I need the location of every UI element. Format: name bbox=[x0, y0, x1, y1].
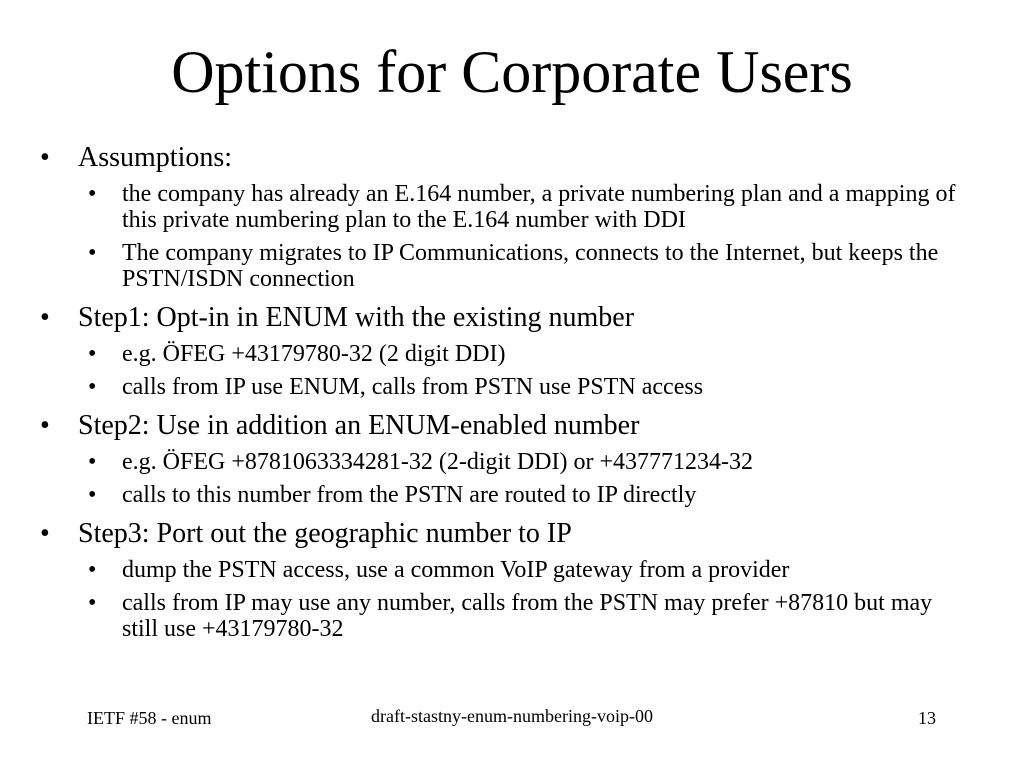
sub-bullet-text: the company has already an E.164 number, a private numbering plan and a mapping of this private numbering plan to the E.164 number with DDI bbox=[122, 181, 956, 233]
bullet-text: Assumptions: bbox=[78, 142, 233, 173]
bullet-item bbox=[40, 142, 1000, 174]
sub-bullet-item bbox=[88, 557, 972, 583]
sub-bullet-list bbox=[40, 557, 1000, 642]
footer-left: IETF #58 - enum bbox=[87, 708, 212, 728]
sub-bullet-text: calls from IP use ENUM, calls from PSTN use PSTN access bbox=[122, 374, 704, 400]
bullet-item bbox=[40, 518, 1000, 550]
bullet-item bbox=[40, 410, 1000, 442]
sub-bullet-glyph: • bbox=[88, 482, 97, 508]
sub-bullet-text: dump the PSTN access, use a common VoIP gateway from a provider bbox=[122, 557, 790, 583]
sub-bullet-item bbox=[88, 181, 972, 233]
sub-bullet-text: e.g. ÖFEG +43179780-32 (2 digit DDI) bbox=[122, 341, 506, 367]
bullet-glyph: • bbox=[40, 518, 50, 549]
sub-bullet-item bbox=[88, 240, 972, 292]
footer-center: draft-stastny-enum-numbering-voip-00 bbox=[371, 706, 653, 726]
sub-bullet-item bbox=[88, 374, 972, 400]
sub-bullet-text: calls to this number from the PSTN are routed to IP directly bbox=[122, 482, 697, 508]
sub-bullet-glyph: • bbox=[88, 449, 97, 475]
sub-bullet-item bbox=[88, 449, 972, 475]
bullet-text: Step1: Opt-in in ENUM with the existing number bbox=[78, 302, 635, 333]
bullet-glyph: • bbox=[40, 410, 50, 441]
sub-bullet-glyph: • bbox=[88, 590, 97, 616]
bullet-text: Step2: Use in addition an ENUM-enabled number bbox=[78, 410, 640, 441]
bullet-glyph: • bbox=[40, 142, 50, 173]
sub-bullet-text: calls from IP may use any number, calls from the PSTN may prefer +87810 but may still use +43179780-32 bbox=[122, 590, 933, 642]
bullet-glyph: • bbox=[40, 302, 50, 333]
slide-body bbox=[40, 142, 1000, 642]
sub-bullet-text: e.g. ÖFEG +8781063334281-32 (2-digit DDI) or +437771234-32 bbox=[122, 449, 754, 475]
sub-bullet-list bbox=[40, 341, 1000, 400]
sub-bullet-item bbox=[88, 341, 972, 367]
sub-bullet-item bbox=[88, 590, 972, 642]
slide-title: Options for Corporate Users bbox=[171, 39, 853, 105]
sub-bullet-glyph: • bbox=[88, 181, 97, 207]
sub-bullet-text: The company migrates to IP Communications, connects to the Internet, but keeps the PSTN/ISDN connection bbox=[122, 240, 939, 292]
sub-bullet-glyph: • bbox=[88, 240, 97, 266]
sub-bullet-glyph: • bbox=[88, 557, 97, 583]
bullet-text: Step3: Port out the geographic number to IP bbox=[78, 518, 572, 549]
sub-bullet-glyph: • bbox=[88, 374, 97, 400]
sub-bullet-list bbox=[40, 181, 1000, 292]
slide-number: 13 bbox=[918, 708, 936, 728]
sub-bullet-item bbox=[88, 482, 972, 508]
sub-bullet-list bbox=[40, 449, 1000, 508]
sub-bullet-glyph: • bbox=[88, 341, 97, 367]
bullet-item bbox=[40, 302, 1000, 334]
